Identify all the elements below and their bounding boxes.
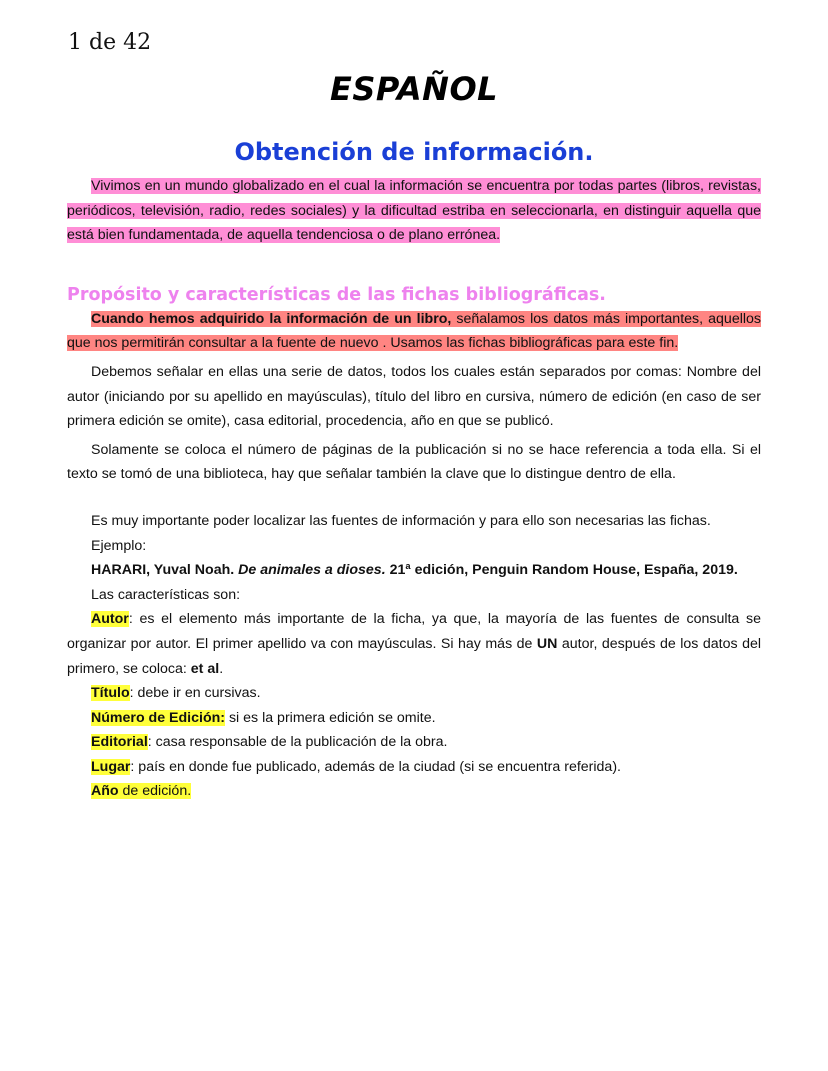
term-lugar: Lugar	[91, 758, 131, 775]
characteristic-editorial	[67, 730, 761, 755]
anio-text: de edición.	[118, 783, 192, 800]
characteristic-lugar	[67, 755, 761, 780]
spacer	[67, 487, 761, 509]
page-counter: 1 de 42	[68, 30, 152, 55]
characteristic-anio	[67, 779, 761, 804]
autor-text-a: : es el elemento más importante de la ficha, ya que, la mayoría de las fuentes de consulta se organizar por autor. El primer apellido va con mayúsculas. Si hay más de	[67, 611, 761, 652]
term-edicion: Número de Edición:	[91, 709, 226, 726]
characteristic-autor	[67, 607, 761, 681]
purpose-highlight	[67, 311, 761, 352]
lugar-text: : país en donde fue publicado, además de la ciudad (si se encuentra referida).	[130, 758, 621, 775]
titulo-text: : debe ir en cursivas.	[129, 685, 261, 702]
main-title: ESPAÑOL	[329, 70, 499, 108]
editorial-text: : casa responsable de la publicación de la obra.	[147, 734, 448, 751]
ref-rest: 21ª edición, Penguin Random House, España, 2019.	[389, 562, 738, 579]
characteristics-intro: Las características son:	[91, 586, 241, 603]
term-anio: Año	[91, 783, 119, 800]
autor-emphasis-etal: et al	[190, 660, 220, 677]
example-label: Ejemplo:	[91, 537, 147, 554]
document-body	[67, 174, 761, 804]
characteristic-titulo	[67, 681, 761, 706]
intro-paragraph	[67, 174, 761, 248]
autor-text-c: .	[219, 660, 224, 677]
anio-highlight	[91, 783, 191, 799]
purpose-bold-lead: Cuando hemos adquirido la información de un libro,	[91, 310, 452, 327]
subheading: Propósito y características de las fichas bibliográficas.	[67, 284, 606, 305]
term-autor: Autor	[91, 611, 129, 628]
autor-text-b: autor, después de los datos del primero, se coloca:	[67, 635, 762, 677]
importance-paragraph: Es muy importante poder localizar las fuentes de información y para ello son necesarias las fichas.	[91, 512, 711, 529]
ref-author: HARARI, Yuval Noah.	[91, 562, 235, 579]
spacer	[67, 248, 761, 283]
term-editorial: Editorial	[91, 734, 148, 751]
section-title: Obtención de información.	[234, 138, 594, 166]
purpose-rest: señalamos los datos más importantes, aquellos que nos permitirán consultar a la fuente de nuevo . Usamos las fichas bibliográficas para este fin.	[67, 310, 761, 352]
autor-emphasis-un: UN	[536, 635, 558, 652]
intro-highlight: Vivimos en un mundo globalizado en el cual la información se encuentra por todas partes (libros, revistas, periódicos, televisión, radio, redes sociales) y la dificultad estriba en seleccionarla, en distinguir aquella que está bien fundamentada, de aquella tendenciosa o de plano errónea.	[67, 178, 761, 244]
term-titulo: Título	[91, 685, 130, 702]
example-reference	[67, 558, 761, 583]
data-paragraph: Debemos señalar en ellas una serie de datos, todos los cuales están separados por comas: Nombre del autor (iniciando por su apellido en mayúsculas), título del libro en cursiva, número de edición (en caso de ser primera edición se omite), casa editorial, procedencia, año en que se publicó.	[67, 363, 761, 430]
ref-book-title: De animales a dioses.	[238, 562, 386, 579]
edicion-text: si es la primera edición se omite.	[225, 709, 436, 726]
characteristic-edicion	[67, 706, 761, 731]
purpose-paragraph	[67, 307, 761, 356]
pages-paragraph: Solamente se coloca el número de páginas de la publicación si no se hace referencia a toda ella. Si el texto se tomó de una biblioteca, hay que señalar también la clave que lo distingue dentro de ella.	[67, 441, 761, 483]
